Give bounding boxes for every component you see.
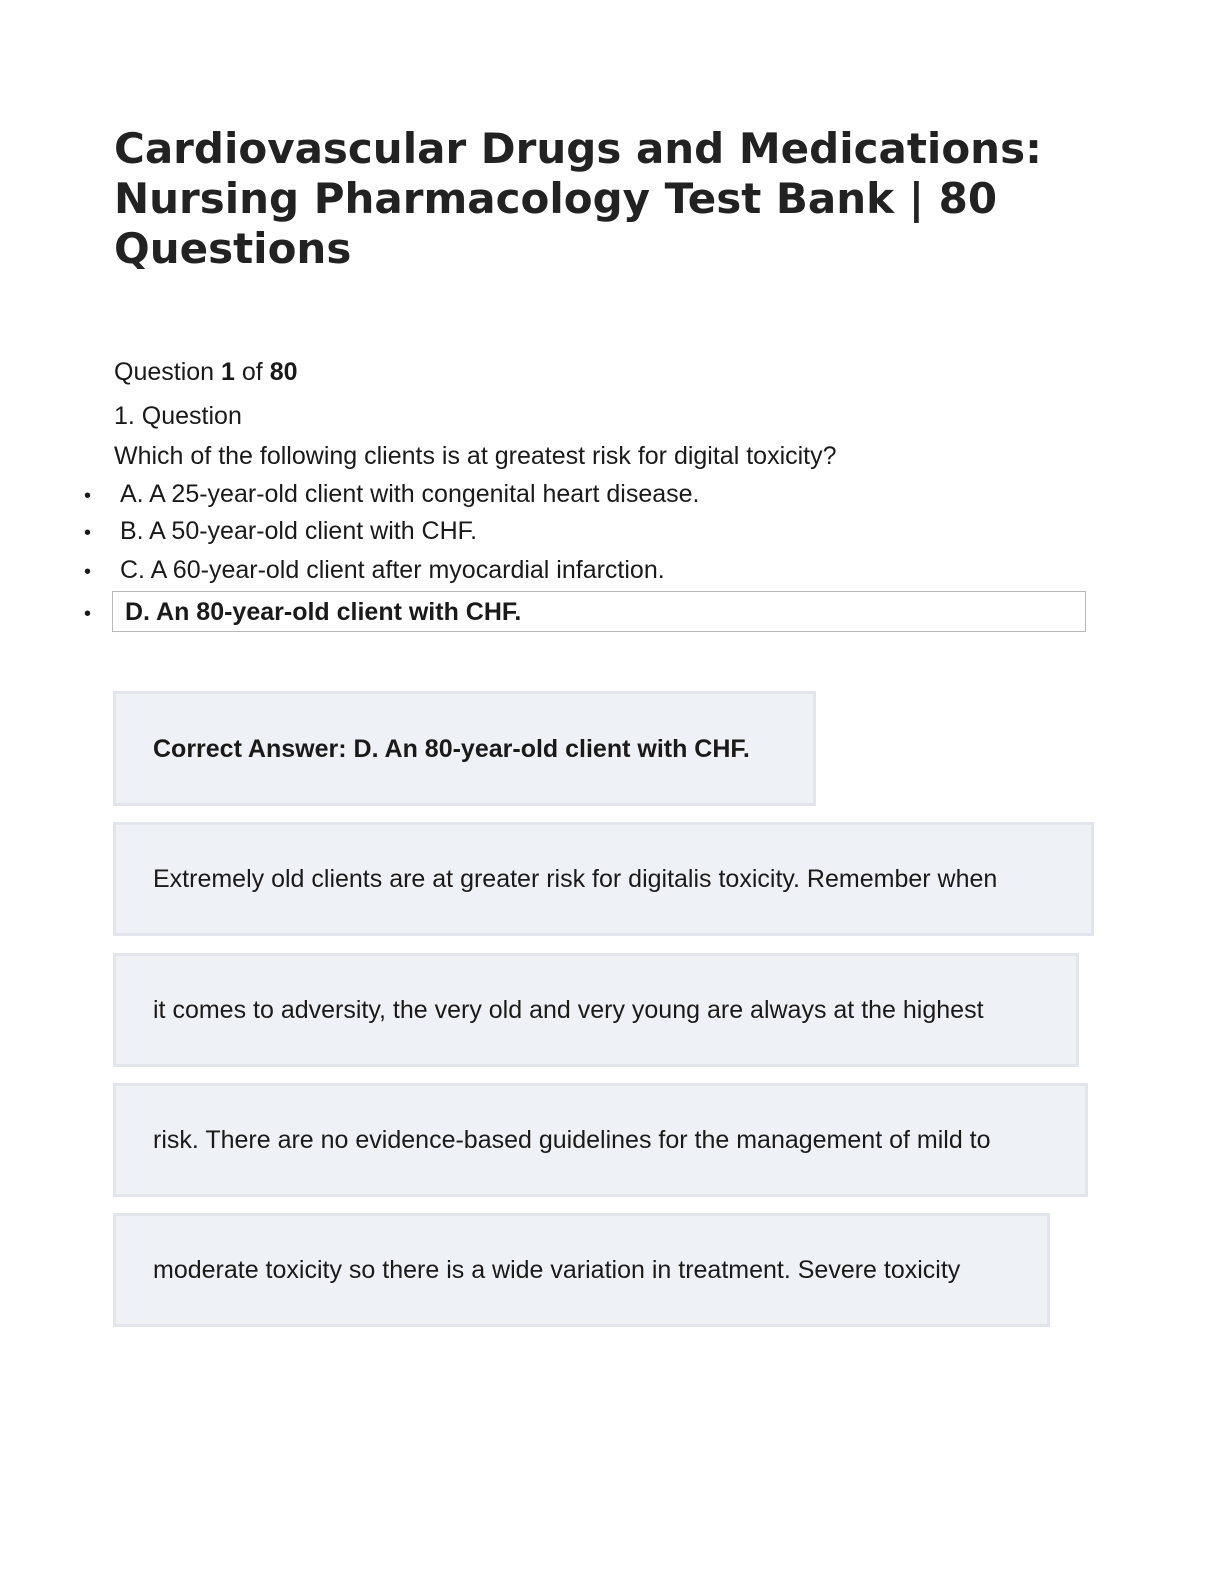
correct-answer-text: Correct Answer: D. An 80-year-old client with CHF. [153,734,750,763]
option-d-selected[interactable] [84,596,522,630]
option-b-label: B. A 50-year-old client with CHF. [120,517,478,545]
explanation-line-3: risk. There are no evidence-based guidelines for the management of mild to [153,1126,991,1154]
explanation-panel-3 [113,1083,1088,1197]
option-a-label: A. A 25-year-old client with congenital heart disease. [120,480,700,508]
explanation-panel-4 [113,1213,1050,1327]
question-text: Which of the following clients is at greatest risk for digital toxicity? [114,442,837,470]
option-d-label: D. An 80-year-old client with CHF. [112,591,1086,632]
option-b[interactable] [84,515,477,549]
question-number: 1. Question [114,402,242,430]
counter-total: 80 [269,358,298,386]
question-counter [114,356,298,388]
correct-answer-panel [113,691,816,806]
bullet-icon: • [84,522,92,544]
explanation-panel-2 [113,953,1079,1067]
explanation-line-2: it comes to adversity, the very old and very young are always at the highest [153,996,984,1024]
document-title: Cardiovascular Drugs and Medications: Nursing Pharmacology Test Bank | 80 Questions [114,124,1042,273]
bullet-icon: • [84,603,92,625]
counter-middle: of [241,358,263,386]
counter-current: 1 [221,358,235,386]
option-c[interactable] [84,554,665,588]
explanation-line-1: Extremely old clients are at greater risk for digitalis toxicity. Remember when [153,865,998,893]
bullet-icon: • [84,561,92,583]
option-a[interactable] [84,478,700,512]
option-c-label: C. A 60-year-old client after myocardial infarction. [120,556,665,584]
counter-prefix: Question [114,358,215,386]
explanation-line-4: moderate toxicity so there is a wide variation in treatment. Severe toxicity [153,1256,961,1284]
explanation-panel-1 [113,822,1094,936]
bullet-icon: • [84,485,92,507]
